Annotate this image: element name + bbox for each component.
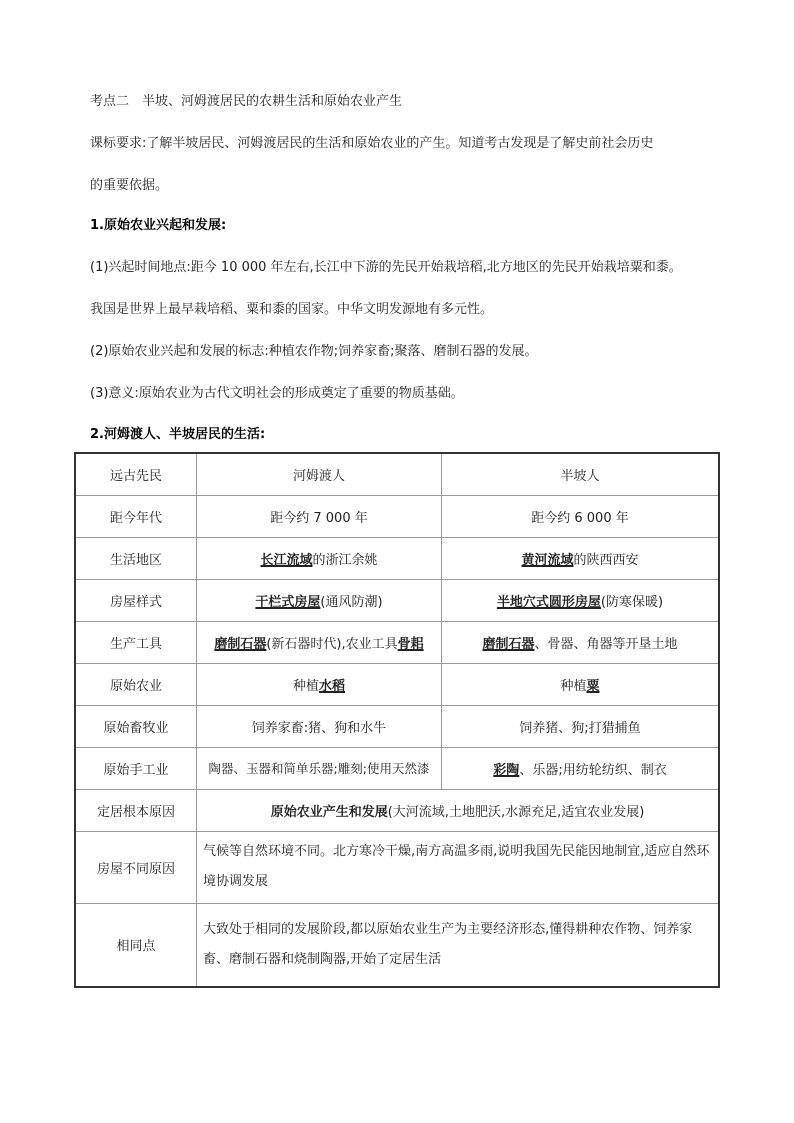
table-row — [75, 831, 719, 903]
similarity-cell: 大致处于相同的发展阶段,都以原始农业生产为主要经济形态,懂得耕种农作物、饲养家畜、磨制石器和烧制陶器,开始了定居生活 — [197, 903, 720, 987]
row-label: 房屋样式 — [75, 579, 197, 621]
cell-text: (大河流域,土地肥沃,水源充足,适宜农业发展) — [387, 804, 645, 820]
row-label: 原始畜牧业 — [75, 705, 197, 747]
cell-text: 种植 — [560, 678, 587, 694]
key-term: 骨耜 — [397, 636, 424, 652]
cell-text: (新石器时代),农业工具 — [266, 636, 398, 652]
curriculum-standard-line-1: 课标要求:了解半坡居民、河姆渡居民的生活和原始农业的产生。知道考古发现是了解史前社会历史 — [90, 136, 654, 151]
row-label: 生活地区 — [75, 537, 197, 579]
table-row — [75, 537, 719, 579]
table-row — [75, 789, 719, 831]
key-term: 粟 — [586, 678, 600, 694]
banpo-cell — [442, 747, 720, 789]
hemudu-cell: 饲养家畜:猪、狗和水牛 — [197, 705, 442, 747]
banpo-cell — [442, 663, 720, 705]
curriculum-standard-line-2: 的重要依据。 — [90, 178, 169, 193]
cell-text: 的陕西西安 — [573, 552, 639, 568]
table-row — [75, 663, 719, 705]
hemudu-cell — [197, 537, 442, 579]
cell-text: 、骨器、角器等开垦土地 — [534, 636, 678, 652]
reason-cell — [197, 789, 720, 831]
row-label: 房屋不同原因 — [75, 831, 197, 903]
banpo-cell — [442, 621, 720, 663]
comparison-table — [74, 452, 720, 988]
key-term: 磨制石器 — [482, 636, 535, 652]
table-row — [75, 453, 719, 495]
row-label: 距今年代 — [75, 495, 197, 537]
hemudu-cell: 距今约 7 000 年 — [197, 495, 442, 537]
table-row — [75, 705, 719, 747]
key-term: 彩陶 — [493, 762, 520, 778]
table-row — [75, 621, 719, 663]
hemudu-cell — [197, 621, 442, 663]
banpo-cell — [442, 537, 720, 579]
row-label: 远古先民 — [75, 453, 197, 495]
key-term: 磨制石器 — [214, 636, 267, 652]
cell-text: 、乐器;用纺轮纺织、制衣 — [519, 762, 667, 778]
key-term: 干栏式房屋 — [255, 594, 321, 610]
row-label: 定居根本原因 — [75, 789, 197, 831]
row-label: 原始手工业 — [75, 747, 197, 789]
paragraph-3: (3)意义:原始农业为古代文明社会的形成奠定了重要的物质基础。 — [90, 386, 464, 401]
cell-text: 的浙江余姚 — [312, 552, 378, 568]
cell-text: 种植 — [292, 678, 319, 694]
hemudu-cell — [197, 663, 442, 705]
key-term: 水稻 — [319, 678, 346, 694]
difference-cell: 气候等自然环境不同。北方寒冷干燥,南方高温多雨,说明我国先民能因地制宜,适应自然环境协调发展 — [197, 831, 720, 903]
table-row — [75, 579, 719, 621]
row-label: 相同点 — [75, 903, 197, 987]
table-row — [75, 903, 719, 987]
paragraph-1a: (1)兴起时间地点:距今 10 000 年左右,长江中下游的先民开始栽培稻,北方地区的先民开始栽培粟和黍。 — [90, 260, 682, 275]
heading-1: 1.原始农业兴起和发展: — [90, 218, 227, 233]
row-label: 生产工具 — [75, 621, 197, 663]
banpo-cell: 距今约 6 000 年 — [442, 495, 720, 537]
section-title: 考点二 半坡、河姆渡居民的农耕生活和原始农业产生 — [90, 94, 403, 109]
key-term: 长江流域 — [260, 552, 313, 568]
table-row — [75, 747, 719, 789]
row-label: 原始农业 — [75, 663, 197, 705]
paragraph-1b: 我国是世界上最早栽培稻、粟和黍的国家。中华文明发源地有多元性。 — [90, 302, 494, 317]
cell-text: (防寒保暖) — [600, 594, 664, 610]
key-term: 原始农业产生和发展 — [270, 804, 388, 820]
banpo-cell — [442, 579, 720, 621]
cell-text: (通风防潮) — [320, 594, 383, 610]
key-term: 黄河流域 — [521, 552, 574, 568]
heading-2: 2.河姆渡人、半坡居民的生活: — [90, 427, 266, 442]
key-term: 半地穴式圆形房屋 — [496, 594, 601, 610]
hemudu-cell: 陶器、玉器和简单乐器;雕刻;使用天然漆 — [197, 747, 442, 789]
paragraph-2: (2)原始农业兴起和发展的标志:种植农作物;饲养家畜;聚落、磨制石器的发展。 — [90, 344, 538, 359]
hemudu-cell: 河姆渡人 — [197, 453, 442, 495]
table-row — [75, 495, 719, 537]
banpo-cell: 半坡人 — [442, 453, 720, 495]
banpo-cell: 饲养猪、狗;打猎捕鱼 — [442, 705, 720, 747]
hemudu-cell — [197, 579, 442, 621]
